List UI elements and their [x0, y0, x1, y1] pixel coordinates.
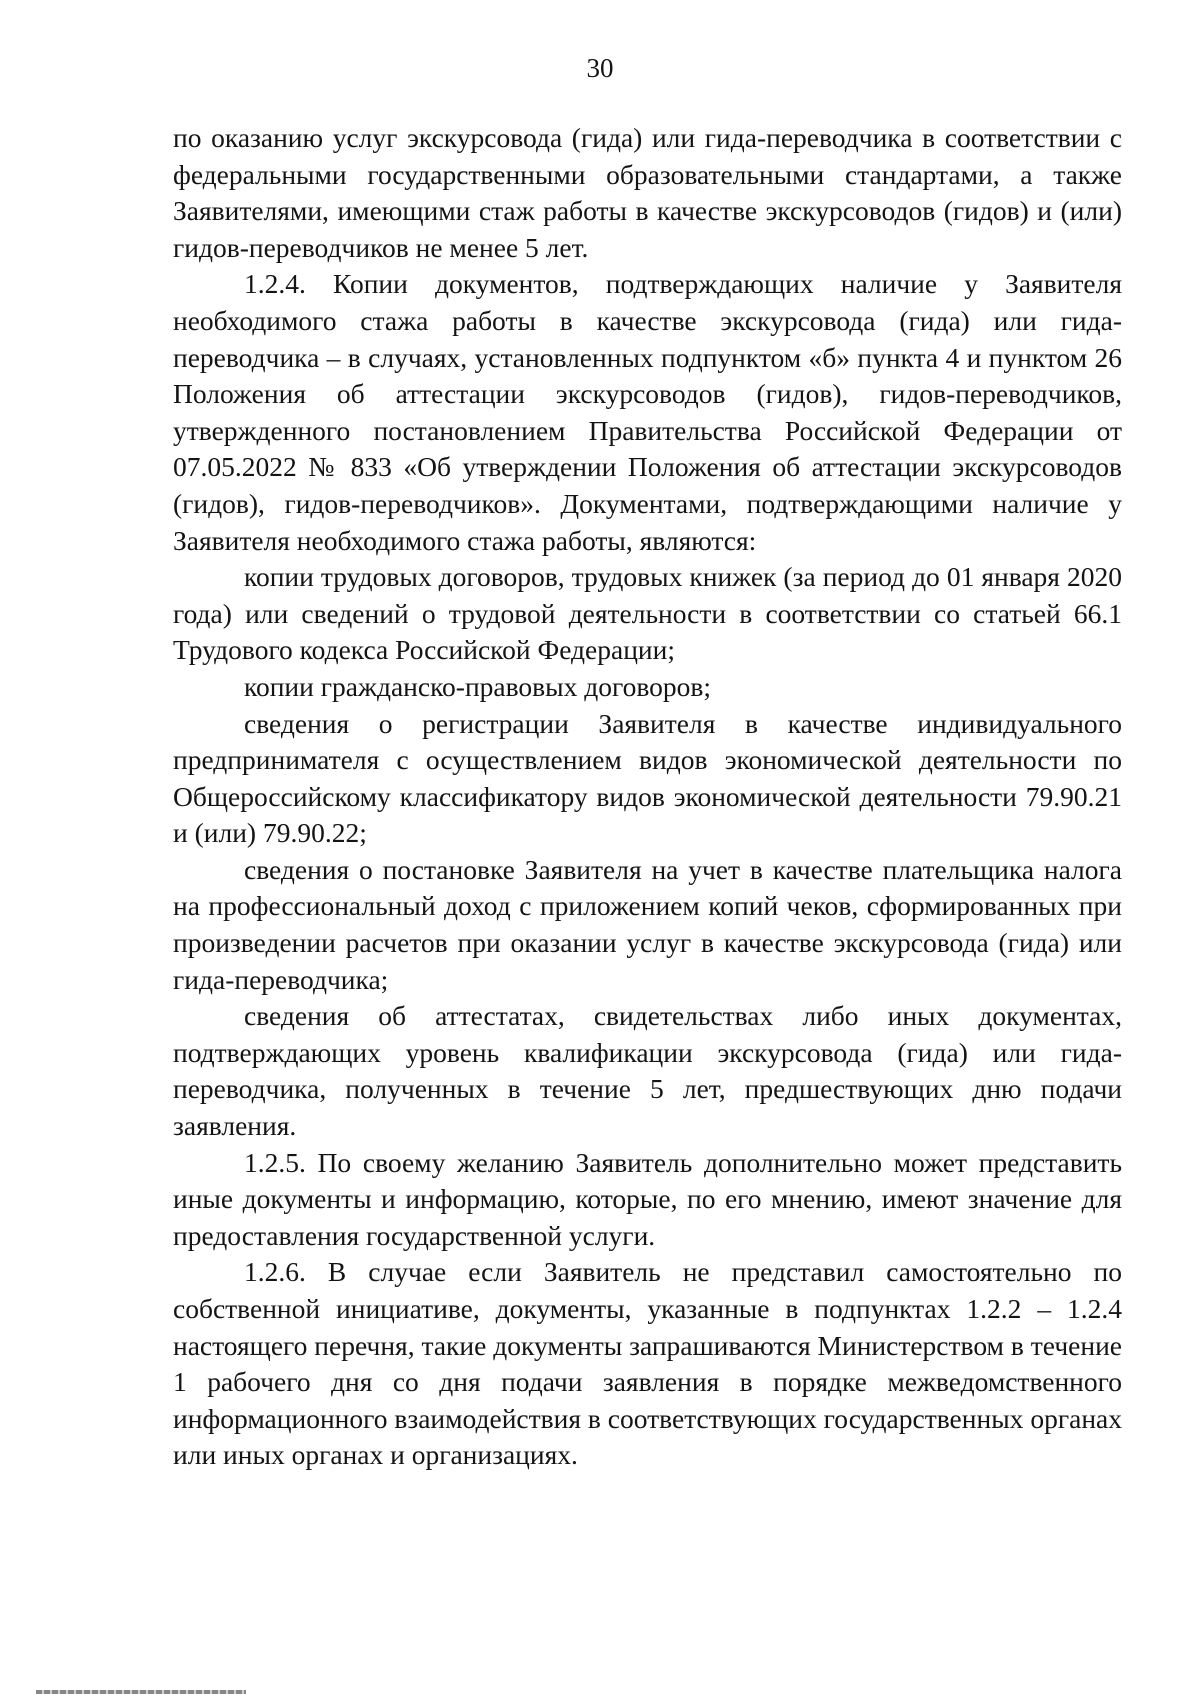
document-body: [173, 120, 1122, 1474]
paragraph-1-2-6: 1.2.6. В случае если Заявитель не представил самостоятельно по собственной инициативе, документы, указанные в подпунктах 1.2.2 – 1.2.4 настоящего перечня, такие документы запрашиваются Министерством в течение 1 рабочего дня со дня подачи заявления в порядке межведомственного информационного взаимодействия в соответствующих государственных органах или иных органах и организациях.: [173, 1256, 1122, 1471]
paragraph-1-2-5: 1.2.5. По своему желанию Заявитель дополнительно может представить иные документы и информацию, которые, по его мнению, имеют значение для предоставления государственной услуги.: [173, 1146, 1122, 1251]
paragraph-1-2-4: 1.2.4. Копии документов, подтверждающих наличие у Заявителя необходимого стажа работы в качестве экскурсовода (гида) или гида-переводчика – в случаях, установленных подпунктом «б» пункта 4 и пунктом 26 Положения об аттестации экскурсоводов (гидов), гидов-переводчиков, утвержденного постановлением Правительства Российской Федерации от 07.05.2022 № 833 «Об утверждении Положения об аттестации экскурсоводов (гидов), гидов-переводчиков». Документами, подтверждающими наличие у Заявителя необходимого стажа работы, являются:: [173, 268, 1122, 556]
scan-edge-mark: [36, 1690, 246, 1694]
paragraph-entrepreneur-registration: сведения о регистрации Заявителя в качестве индивидуального предпринимателя с осуществлением видов экономической деятельности по Общероссийскому классификатору видов экономической деятельности 79.90.21 и (или) 79.90.22;: [173, 707, 1122, 849]
paragraph-tax-registration: сведения о постановке Заявителя на учет в качестве плательщика налога на профессиональный доход с приложением копий чеков, сформированных при произведении расчетов при оказании услуг в качестве экскурсовода (гида) или гида-переводчика;: [173, 853, 1122, 995]
page-number: 30: [586, 53, 614, 83]
paragraph-civil-contracts: копии гражданско-правовых договоров;: [244, 670, 712, 702]
paragraph-employment-contracts: копии трудовых договоров, трудовых книжек (за период до 01 января 2020 года) или сведений о трудовой деятельности в соответствии со статьей 66.1 Трудового кодекса Российской Федерации;: [173, 561, 1122, 666]
paragraph-qualification-certificates: сведения об аттестатах, свидетельствах либо иных документах, подтверждающих уровень квалификации экскурсовода (гида) или гида-переводчика, полученных в течение 5 лет, предшествующих дню подачи заявления.: [173, 1000, 1122, 1142]
paragraph-continuation: по оказанию услуг экскурсовода (гида) или гида-переводчика в соответствии с федеральными государственными образовательными стандартами, а также Заявителями, имеющими стаж работы в качестве экскурсоводов (гидов) и (или) гидов-переводчиков не менее 5 лет.: [173, 122, 1122, 263]
